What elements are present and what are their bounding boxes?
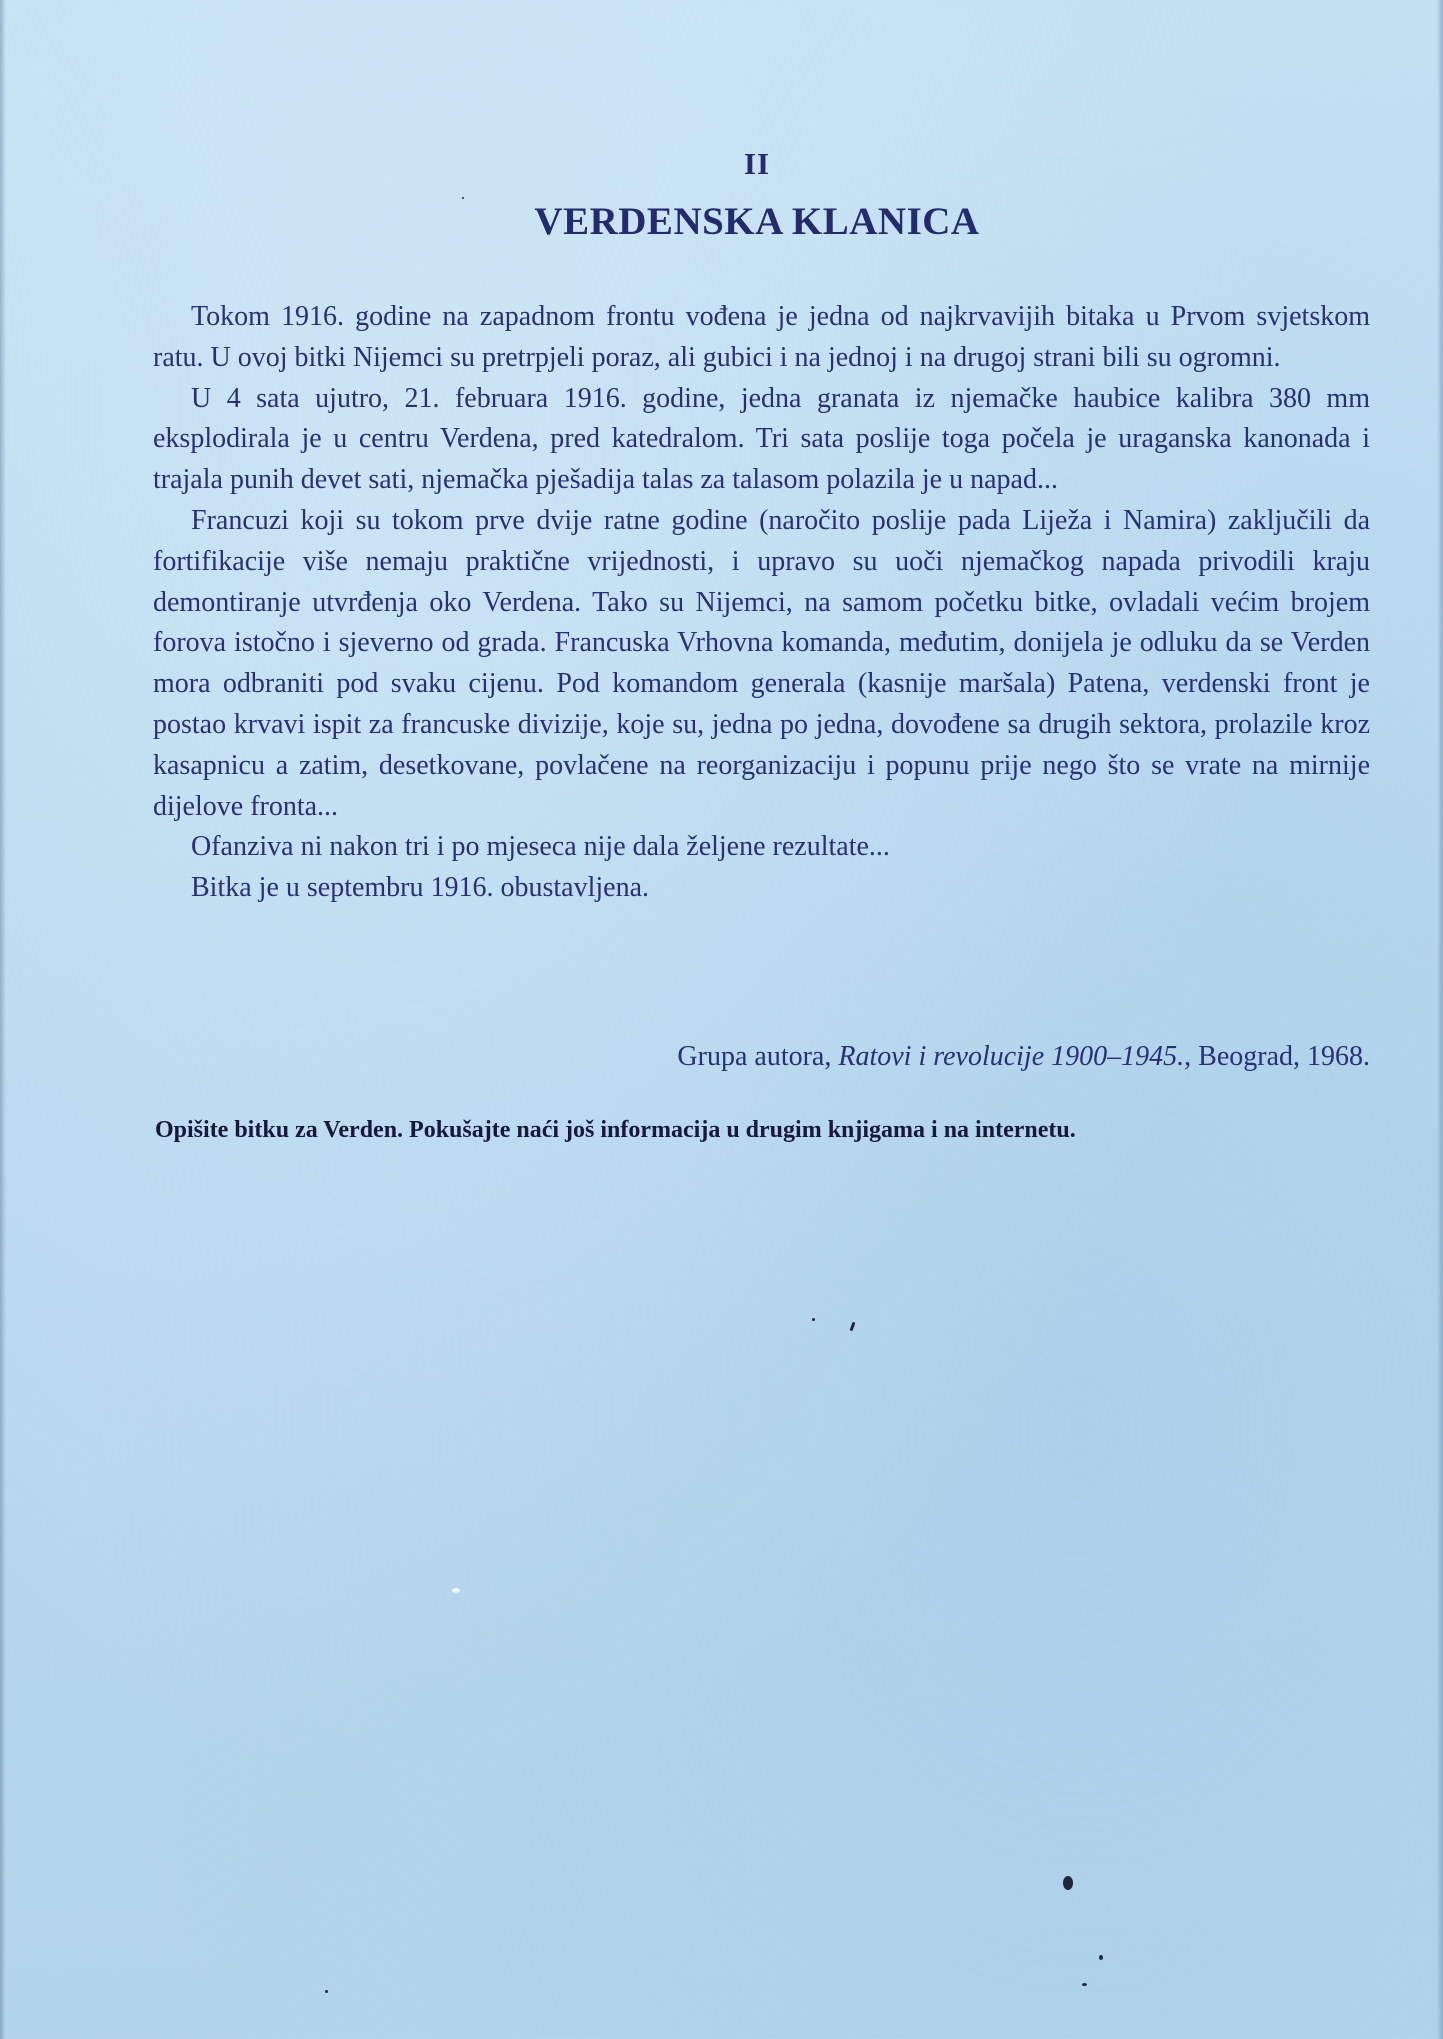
page-edge-right (1437, 0, 1443, 2039)
scan-speck (850, 1322, 856, 1331)
task-instruction: Opišite bitku za Verden. Pokušajte naći još informacija u drugim knjigama i na internetu. (155, 1117, 1076, 1143)
scan-speck (1063, 1876, 1073, 1890)
source-citation (153, 1037, 1370, 1077)
citation-book-title: Ratovi i revolucije 1900–1945. (838, 1041, 1185, 1072)
paragraph: Ofanziva ni nakon tri i po mjeseca nije dala željene rezultate... (191, 831, 890, 863)
scan-speck (462, 197, 464, 199)
paragraph: Bitka je u septembru 1916. obustavljena. (191, 872, 650, 904)
article-body (153, 297, 1370, 909)
citation-authors: Grupa autora, (677, 1041, 839, 1072)
scan-speck (812, 1318, 815, 1321)
scan-speck (452, 1588, 460, 1593)
scan-speck (1082, 1983, 1087, 1986)
citation-place-year: , Beograd, 1968. (1184, 1041, 1370, 1072)
page-title: VERDENSKA KLANICA (534, 200, 980, 243)
paragraph: Francuzi koji su tokom prve dvije ratne godine (naročito poslije pada Liježa i Namira) zaključili da fortifikacije više nemaju praktične vrijednosti, i upravo su uoči njemačkog napada privodili kraju demontiranje utvrđenja oko Verdena. Tako su Nijemci, na samom početku bitke, ovladali većim brojem forova istočno i sjeverno od grada. Francuska Vrhovna komanda, međutim, donijela je odluku da se Verden mora odbraniti pod svaku cijenu. Pod komandom generala (kasnije maršala) Patena, verdenski front je postao krvavi ispit za francuske divizije, koje su, jedna po jedna, dovođene sa drugih sektora, prolazile kroz kasapnicu a zatim, desetkovane, povlačene na reorganizaciju i popunu prije nego što se vrate na mirnije dijelove fronta... (153, 504, 1370, 822)
paragraph: Tokom 1916. godine na zapadnom frontu vođena je jedna od najkrvavijih bitaka u Prvom svjetskom ratu. U ovoj bitki Nijemci su pretrpjeli poraz, ali gubici i na jednoj i na drugoj strani bili su ogromni. (153, 301, 1370, 373)
page-edge-left (0, 0, 6, 2039)
chapter-number: II (743, 146, 771, 181)
scan-speck (325, 1990, 328, 1993)
scan-speck (1099, 1955, 1103, 1960)
paragraph: U 4 sata ujutro, 21. februara 1916. godine, jedna granata iz njemačke haubice kalibra 380 mm eksplodirala je u centru Verdena, pred katedralom. Tri sata poslije toga počela je uraganska kanonada i trajala punih devet sati, njemačka pješadija talas za talasom polazila je u napad... (153, 382, 1370, 496)
